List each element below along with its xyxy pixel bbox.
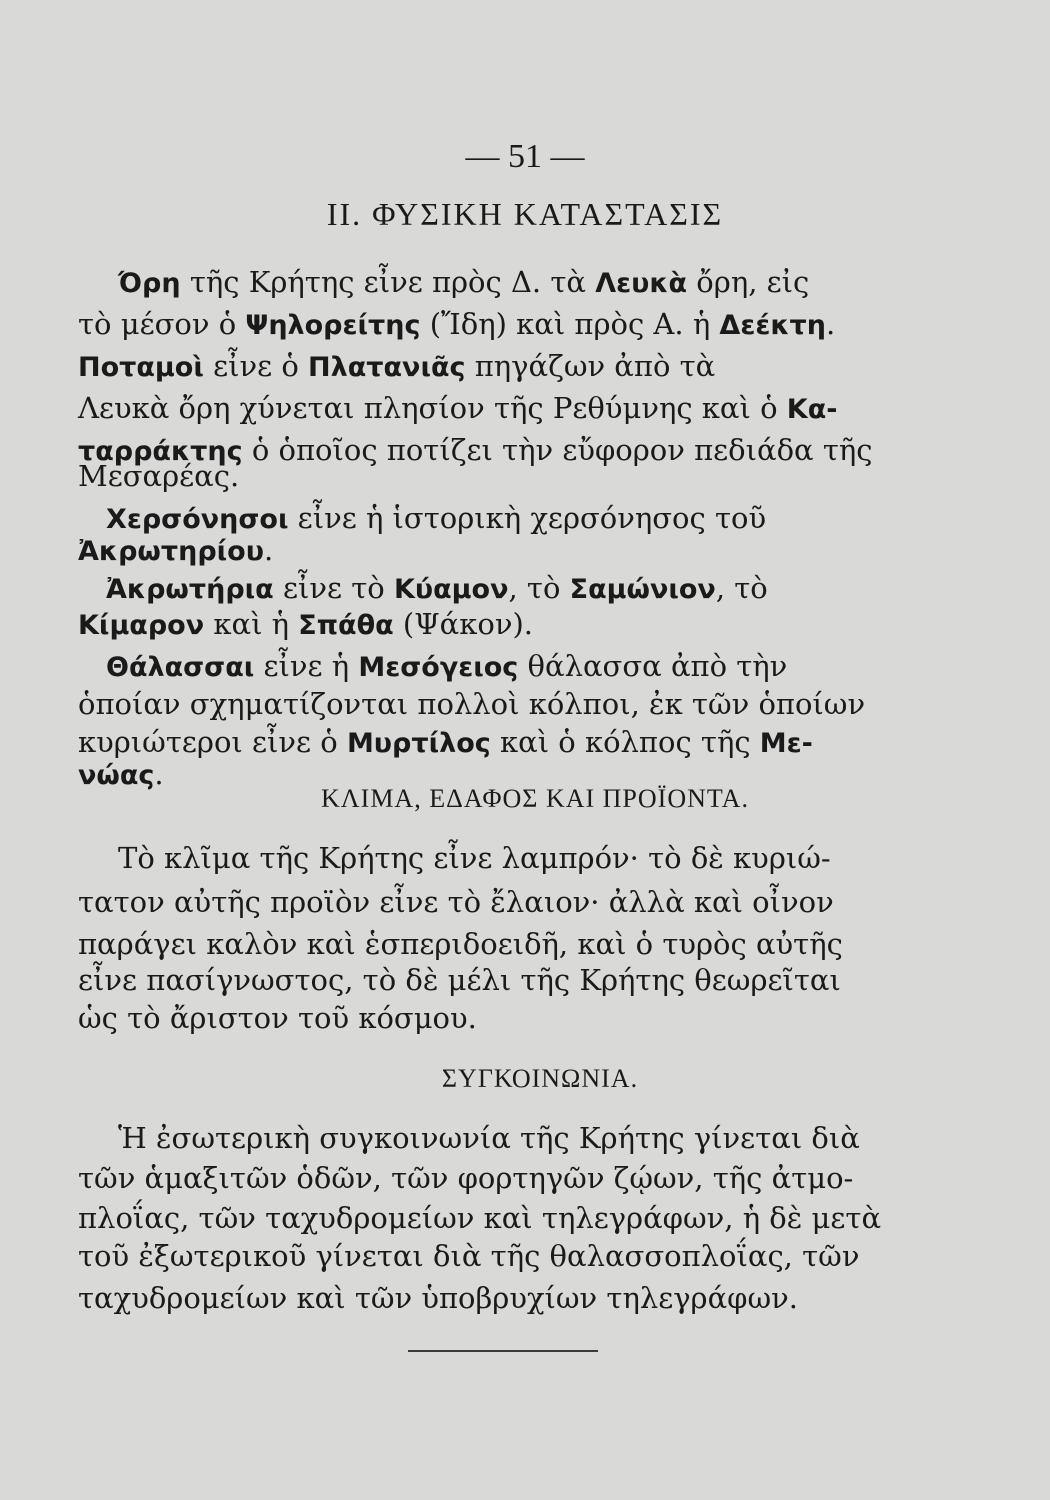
climate-line-4: εἶνε πασίγνωστος, τὸ δὲ μέλι τῆς Κρήτης θεωρεῖται bbox=[78, 963, 841, 997]
physical-line-11: Θάλασσαι εἶνε ἡ Μεσόγειος θάλασσα ἀπὸ τὴν bbox=[106, 649, 788, 683]
climate-title: ΚΛΙΜΑ, ΕΔΑΦΟΣ ΚΑΙ ΠΡΟΪΟΝΤΑ. bbox=[321, 784, 749, 813]
term-potamoi: Ποταμοὶ bbox=[78, 352, 204, 383]
term-lefka: Λευκὰ bbox=[595, 268, 688, 299]
term-menoas-start: Με- bbox=[759, 728, 813, 759]
climate-line-2: τατον αὐτῆς προϊὸν εἶνε τὸ ἔλαιον· ἀλλὰ καὶ οἶνον bbox=[78, 885, 834, 919]
term-thalassai: Θάλασσαι bbox=[106, 652, 255, 683]
physical-line-4: Λευκὰ ὄρη χύνεται πλησίον τῆς Ρεθύμνης καὶ ὁ Κα- bbox=[78, 391, 838, 425]
physical-line-13: κυριώτεροι εἶνε ὁ Μυρτίλος καὶ ὁ κόλπος τῆς Με- bbox=[78, 725, 813, 759]
physical-line-6: Μεσαρέας. bbox=[78, 459, 240, 493]
physical-line-5: ταρράκτης ὁ ὁποῖος ποτίζει τὴν εὔφορον πεδιάδα τῆς bbox=[78, 433, 873, 467]
physical-line-7: Χερσόνησοι εἶνε ἡ ἱστορικὴ χερσόνησος τοῦ bbox=[106, 501, 767, 535]
communication-line-3: πλοΐας, τῶν ταχυδρομείων καὶ τηλεγράφων, ἡ δὲ μετὰ bbox=[78, 1201, 882, 1235]
term-spatha: Σπάθα bbox=[298, 610, 394, 641]
physical-line-2: τὸ μέσον ὁ Ψηλορείτης (Ἴδη) καὶ πρὸς Α. ἡ Δεέκτη. bbox=[78, 307, 836, 341]
communication-line-5: ταχυδρομείων καὶ τῶν ὑποβρυχίων τηλεγράφων. bbox=[78, 1281, 798, 1315]
communication-title: ΣΥΓΚΟΙΝΩΝΙΑ. bbox=[441, 1064, 639, 1093]
communication-line-2: τῶν ἁμαξιτῶν ὁδῶν, τῶν φορτηγῶν ζῴων, τῆς ἀτμο- bbox=[78, 1161, 854, 1195]
physical-line-3: Ποταμοὶ εἶνε ὁ Πλατανιᾶς πηγάζων ἀπὸ τὰ bbox=[78, 349, 716, 383]
physical-line-12: ὁποίαν σχηματίζονται πολλοὶ κόλποι, ἐκ τῶν ὁποίων bbox=[78, 687, 866, 721]
section-title: II. ΦΥΣΙΚΗ ΚΑΤΑΣΤΑΣΙΣ bbox=[326, 196, 724, 232]
term-dikti: Δεέκτη bbox=[719, 310, 827, 341]
term-kyamon: Κύαμον bbox=[393, 574, 509, 605]
end-rule bbox=[408, 1350, 598, 1352]
communication-line-4: τοῦ ἐξωτερικοῦ γίνεται διὰ τῆς θαλασσοπλοΐας, τῶν bbox=[78, 1239, 860, 1273]
physical-line-10: Κίμαρον καὶ ἡ Σπάθα (Ψάκον). bbox=[78, 607, 533, 641]
term-katarraktis-end: ταρράκτης bbox=[78, 436, 243, 467]
term-myrtilos: Μυρτίλος bbox=[346, 728, 491, 759]
climate-line-5: ὡς τὸ ἄριστον τοῦ κόσμου. bbox=[78, 1001, 477, 1035]
physical-line-14: νώας. bbox=[78, 757, 164, 791]
term-ori: Όρη bbox=[118, 268, 181, 299]
page-number: — 51 — bbox=[465, 138, 585, 175]
term-menoas-end: νώας bbox=[78, 760, 155, 791]
term-katarraktis-start: Κα- bbox=[786, 394, 838, 425]
climate-line-1: Τὸ κλῖμα τῆς Κρήτης εἶνε λαμπρόν· τὸ δὲ κυριώ- bbox=[118, 841, 831, 875]
term-platanias: Πλατανιᾶς bbox=[308, 352, 466, 383]
communication-line-1: Ἡ ἐσωτερικὴ συγκοινωνία τῆς Κρήτης γίνεται διὰ bbox=[118, 1121, 860, 1155]
climate-line-3: παράγει καλὸν καὶ ἑσπεριδοειδῆ, καὶ ὁ τυρὸς αὐτῆς bbox=[78, 927, 843, 961]
term-chersonisoi: Χερσόνησοι bbox=[106, 504, 289, 535]
physical-line-8: Ἀκρωτηρίου. bbox=[78, 533, 274, 567]
term-mesogeios: Μεσόγειος bbox=[358, 652, 519, 683]
term-kimaron: Κίμαρον bbox=[78, 610, 205, 641]
term-psiloreitis: Ψηλορείτης bbox=[245, 310, 421, 341]
physical-line-1: Όρη τῆς Κρήτης εἶνε πρὸς Δ. τὰ Λευκὰ ὄρη, εἰς bbox=[118, 265, 810, 299]
term-samonion: Σαμώνιον bbox=[569, 574, 716, 605]
term-akrotiriou: Ἀκρωτηρίου bbox=[78, 536, 264, 567]
term-akrotiria: Ἀκρωτήρια bbox=[106, 574, 274, 605]
physical-line-9: Ἀκρωτήρια εἶνε τὸ Κύαμον, τὸ Σαμώνιον, τὸ bbox=[106, 571, 768, 605]
